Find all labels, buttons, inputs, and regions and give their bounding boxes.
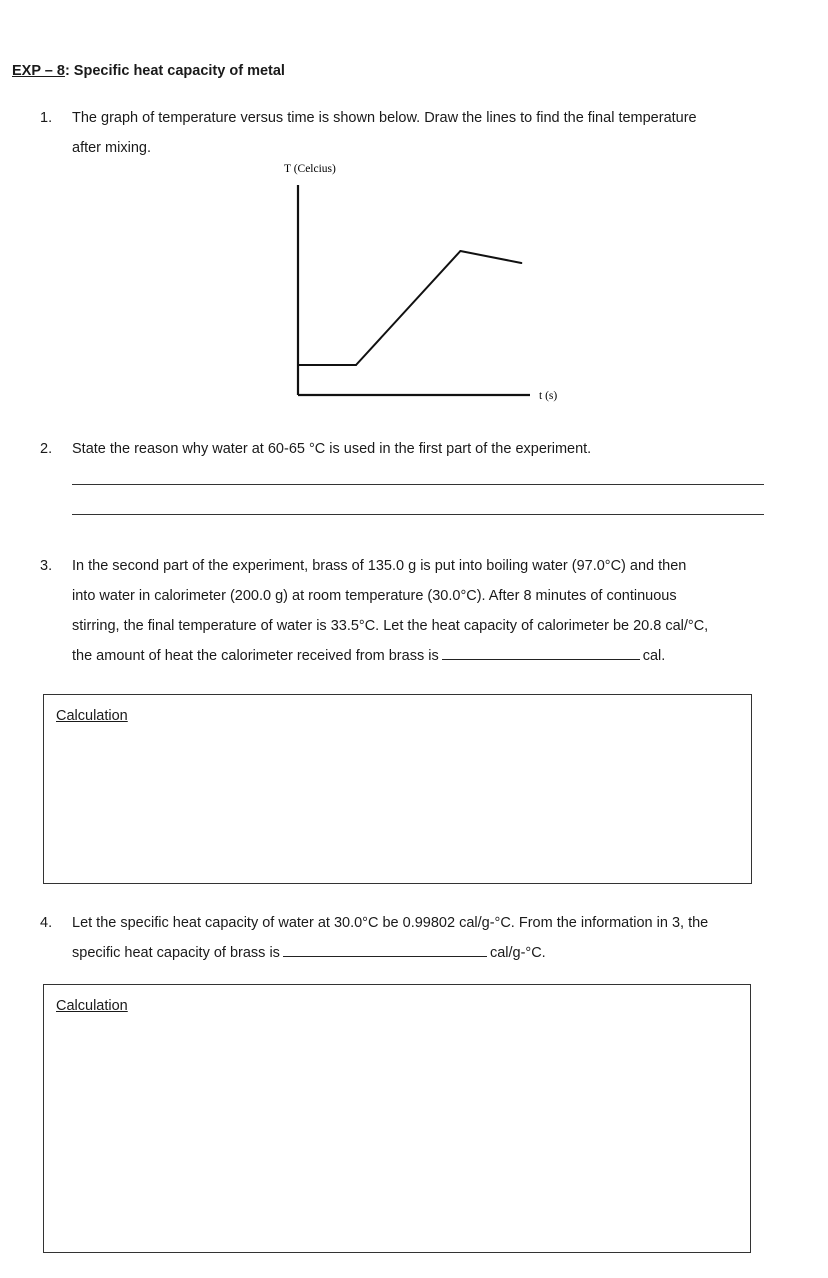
q3-answer-blank[interactable] xyxy=(442,647,640,660)
title-text: : Specific heat capacity of metal xyxy=(64,63,285,79)
q4-calculation-label: Calculation xyxy=(56,998,128,1014)
q1-line1: The graph of temperature versus time is shown below. Draw the lines to find the final temperature xyxy=(72,110,697,126)
q4-number: 4. xyxy=(40,915,53,931)
q3-text xyxy=(72,551,772,671)
q4-line2-after: cal/g-°C. xyxy=(489,945,546,961)
q4-answer-blank[interactable] xyxy=(283,944,487,957)
q3-line4-before: the amount of heat the calorimeter received from brass is xyxy=(72,648,439,664)
series-0-segment-1 xyxy=(356,251,460,365)
q4-line2-before: specific heat capacity of brass is xyxy=(72,945,280,961)
q4-line2 xyxy=(72,938,772,968)
series-layer xyxy=(298,251,521,365)
q3-line1: In the second part of the experiment, brass of 135.0 g is put into boiling water (97.0°C) and then xyxy=(72,558,687,574)
series-0-segment-2 xyxy=(460,251,521,263)
q3-line2: into water in calorimeter (200.0 g) at room temperature (30.0°C). After 8 minutes of continuous xyxy=(72,588,677,604)
x-axis-label: t (s) xyxy=(539,390,558,402)
q2-answer-line-1[interactable] xyxy=(72,484,764,485)
y-axis-label: T (Celcius) xyxy=(284,163,336,175)
q3-calculation-label: Calculation xyxy=(56,708,128,724)
q3-line3: stirring, the final temperature of water is 33.5°C. Let the heat capacity of calorimeter be 20.8 cal/°C, xyxy=(72,618,709,634)
q3-number: 3. xyxy=(40,558,53,574)
exp-code: EXP – 8 xyxy=(12,63,65,79)
q2-answer-line-2[interactable] xyxy=(72,514,764,515)
q1-number: 1. xyxy=(40,110,53,126)
q3-calculation-box[interactable] xyxy=(43,694,752,884)
q3-line4 xyxy=(72,641,772,671)
q3-line4-after: cal. xyxy=(642,648,666,664)
q2-text: State the reason why water at 60-65 °C is used in the first part of the experiment. xyxy=(72,441,592,457)
q1-line2: after mixing. xyxy=(72,140,151,156)
q4-text xyxy=(72,908,772,968)
q4-line1: Let the specific heat capacity of water at 30.0°C be 0.99802 cal/g-°C. From the information in 3, the xyxy=(72,915,709,931)
page-title xyxy=(12,63,285,79)
q2-number: 2. xyxy=(40,441,53,457)
temperature-time-graph xyxy=(0,150,828,410)
q4-calculation-box[interactable] xyxy=(43,984,751,1253)
